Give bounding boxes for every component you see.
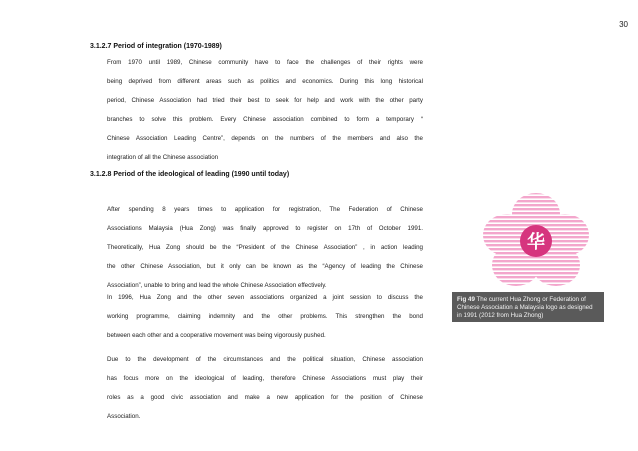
text-line: the other Chinese Association, but it only can be known as the “Agency of leading the Chinese	[107, 263, 423, 270]
section-heading-integration: 3.1.2.7 Period of integration (1970-1989)	[90, 43, 222, 50]
text-line: Association.	[107, 413, 141, 420]
text-line: period, Chinese Association had tried their best to seek for help and work with the other party	[107, 97, 423, 104]
text-line: has focus more on the ideological of leading, therefore Chinese Associations must play their	[107, 375, 423, 382]
section-heading-ideological-leading: 3.1.2.8 Period of the ideological of leading (1990 until today)	[90, 171, 290, 178]
paragraph-circumstances	[107, 350, 423, 426]
hua-zong-logo	[477, 192, 595, 288]
text-line: Chinese Association Leading Centre”, depends on the numbers of the members and also the	[107, 135, 423, 142]
paragraph-joint-session	[107, 288, 423, 345]
figure-caption	[452, 292, 604, 322]
text-line: Association”, unable to bring and lead the whole Chinese Association effectively.	[107, 282, 327, 289]
page-number: 30	[619, 20, 628, 29]
text-line: Associations Malaysia (Hua Zong) was finally approved to register on 17th of October 1991.	[107, 225, 423, 232]
text-line: From 1970 until 1989, Chinese community have to face the challenges of their rights were	[107, 59, 423, 66]
text-line: working programme, claiming indemnity and the other problems. This strengthen the bond	[107, 313, 423, 320]
text-line: integration of all the Chinese association	[107, 154, 219, 161]
figure-caption-text: The current Hua Zhong or Federation of Chinese Association a Malaysia logo as designed in 1991 (2012 from Hua Zhong)	[457, 296, 593, 319]
text-line: In 1996, Hua Zong and the other seven associations organized a joint session to discuss the	[107, 294, 423, 301]
text-line: Due to the development of the circumstances and the political situation, Chinese association	[107, 356, 423, 363]
text-line: roles as a good civic association and make a new application for the position of Chinese	[107, 394, 423, 401]
text-line: being deprived from different areas such as politics and economics. During this long historical	[107, 78, 423, 85]
paragraph-hua-zong-registration	[107, 200, 423, 295]
logo-character: 华	[527, 232, 545, 253]
text-line: between each other and a cooperative movement was being vigorously pushed.	[107, 332, 326, 339]
text-line: branches to solve this problem. Every Chinese association combined to form a temporary “	[107, 116, 423, 123]
paragraph-integration	[107, 53, 423, 167]
text-line: Theoretically, Hua Zong should be the “President of the Chinese Association” , in action leading	[107, 244, 423, 251]
text-line: After spending 8 years times to application for registration, The Federation of Chinese	[107, 206, 423, 213]
figure-label: Fig 49	[457, 296, 475, 303]
